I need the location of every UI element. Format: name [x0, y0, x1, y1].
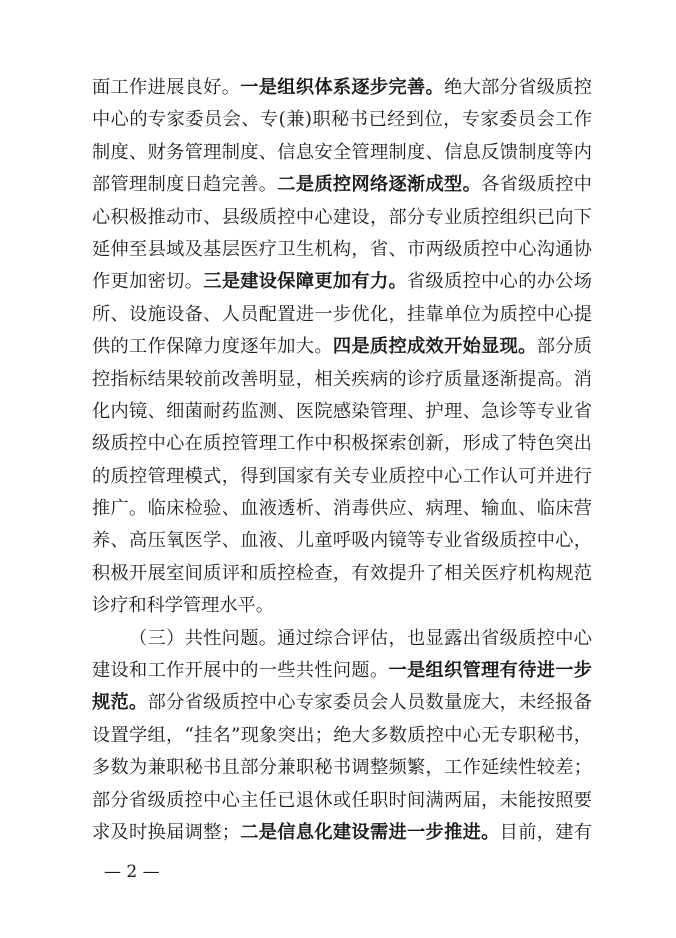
text-segment: 多数为兼职秘书且部分兼职秘书调整频繁，工作延续性较差； [92, 757, 592, 779]
text-segment: 制度、财务管理制度、信息安全管理制度、信息反馈制度等内 [92, 141, 592, 163]
text-line [92, 493, 592, 525]
body-text [92, 72, 592, 849]
paragraph-last-line [92, 590, 592, 622]
section-heading-line [92, 623, 592, 655]
text-line [92, 752, 592, 784]
text-line [92, 817, 592, 849]
text-line [92, 720, 592, 752]
bold-heading-segment: 一是组织体系逐步完善。 [240, 77, 445, 98]
text-line [92, 558, 592, 590]
text-segment: 供的工作保障力度逐年加大。 [92, 336, 333, 358]
text-line [92, 364, 592, 396]
text-segment: （三）共性问题。通过综合评估，也显露出省级质控中心 [129, 627, 592, 649]
text-line [92, 266, 592, 298]
text-segment: 设置学组，“挂名”现象突出；绝大多数质控中心无专职秘书， [92, 724, 592, 746]
text-line [92, 525, 592, 557]
text-line [92, 461, 592, 493]
text-line [92, 396, 592, 428]
text-line [92, 428, 592, 460]
text-segment: 绝大部分省级质控 [444, 77, 592, 98]
text-segment: 所、设施设备、人员配置进一步优化，挂靠单位为质控中心提 [92, 303, 592, 325]
text-line [92, 234, 592, 266]
text-segment: 心积极推动市、县级质控中心建设，部分专业质控组织已向下 [92, 206, 592, 228]
bold-heading-segment: 四是质控成效开始显现。 [332, 336, 537, 358]
text-segment: 部分省级质控中心专家委员会人员数量庞大，未经报备 [147, 692, 592, 714]
text-segment: 的质控管理模式，得到国家有关专业质控中心工作认可并进行 [92, 465, 592, 487]
page-number: — 2 — [104, 862, 160, 882]
bold-heading-segment: 一是组织管理有待进一步 [388, 660, 592, 682]
text-segment: 部分省级质控中心主任已退休或任职时间满两届，未能按照要 [92, 789, 592, 811]
text-segment: 求及时换届调整； [92, 821, 240, 843]
text-line [92, 655, 592, 687]
text-segment: 积极开展室间质评和质控检查，有效提升了相关医疗机构规范 [92, 562, 592, 584]
text-segment: 级质控中心在质控管理工作中积极探索创新，形成了特色突出 [92, 433, 592, 455]
text-segment: 化内镜、细菌耐药监测、医院感染管理、护理、急诊等专业省 [92, 400, 592, 422]
text-segment: 建设和工作开展中的一些共性问题。 [92, 660, 389, 682]
text-segment: 延伸至县域及基层医疗卫生机构，省、市两级质控中心沟通协 [92, 238, 592, 260]
text-line [92, 169, 592, 201]
text-segment: 面工作进展良好。 [92, 77, 241, 98]
text-segment: 养、高压氧医学、血液、儿童呼吸内镜等专业省级质控中心， [92, 530, 592, 552]
text-segment: 目前，建有 [499, 821, 592, 843]
bold-heading-segment: 二是质控网络逐渐成型。 [277, 174, 482, 196]
bold-heading-segment: 三是建设保障更加有力。 [203, 271, 408, 293]
text-segment: 中心的专家委员会、专(兼)职秘书已经到位，专家委员会工作 [92, 109, 592, 131]
text-segment: 部分质 [536, 336, 592, 358]
text-line [92, 785, 592, 817]
text-line [92, 72, 592, 104]
text-line [92, 137, 592, 169]
text-segment: 控指标结果较前改善明显，相关疾病的诊疗质量逐渐提高。消 [92, 368, 592, 390]
text-line [92, 331, 592, 363]
text-line [92, 687, 592, 719]
text-segment: 推广。临床检验、血液透析、消毒供应、病理、输血、临床营 [92, 498, 592, 520]
text-line [92, 104, 592, 136]
text-segment: 诊疗和科学管理水平。 [92, 595, 274, 617]
text-line [92, 299, 592, 331]
text-line [92, 202, 592, 234]
bold-heading-segment: 二是信息化建设需进一步推进。 [239, 821, 500, 843]
text-segment: 省级质控中心的办公场 [407, 271, 592, 293]
bold-heading-segment: 规范。 [92, 692, 148, 714]
text-segment: 各省级质控中 [481, 174, 592, 196]
text-segment: 部管理制度日趋完善。 [92, 174, 278, 196]
text-segment: 作更加密切。 [92, 271, 204, 293]
